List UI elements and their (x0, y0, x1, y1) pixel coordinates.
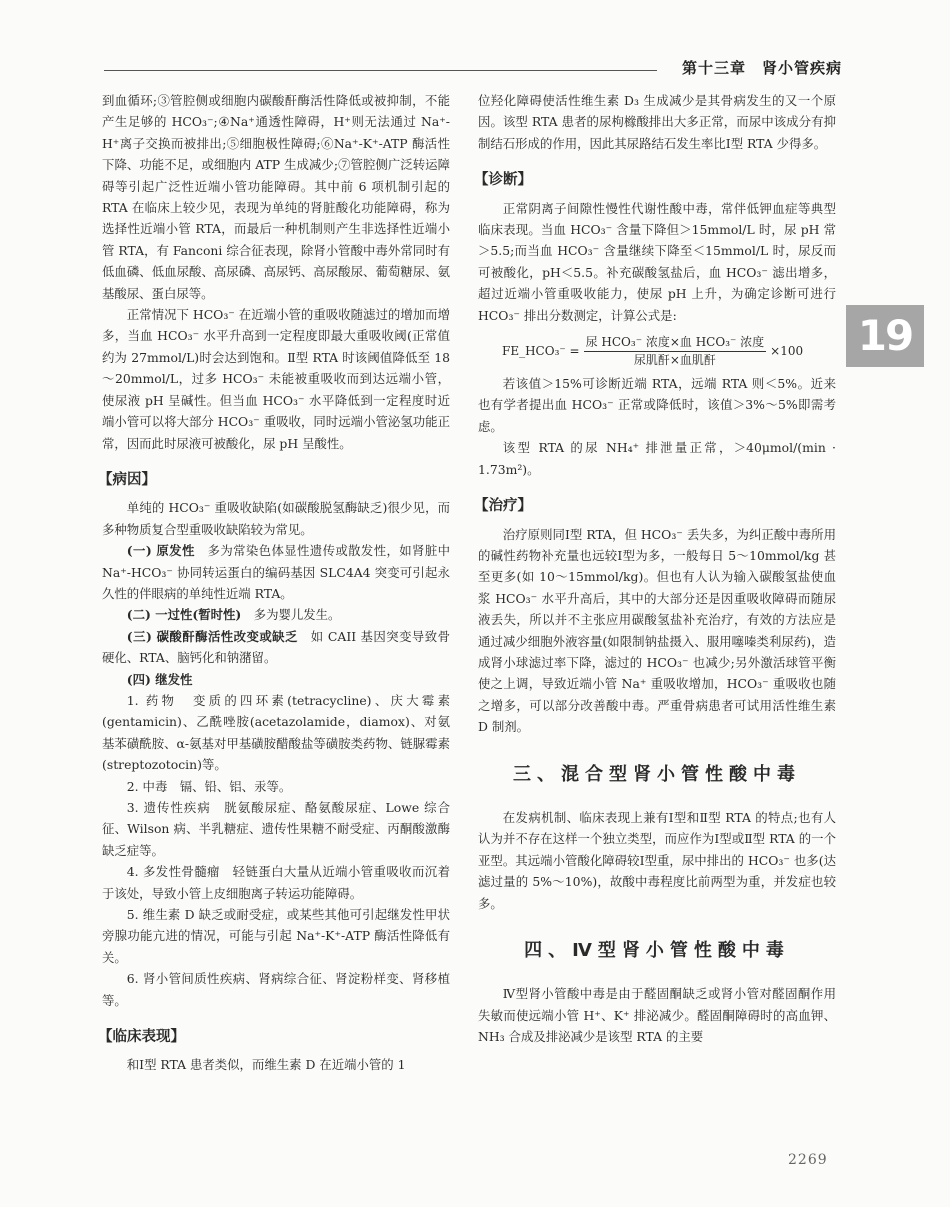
list-item: 2. 中毒 镉、铅、铝、汞等。 (126, 778, 292, 794)
paragraph-type4: Ⅳ型肾小管酸中毒是由于醛固酮缺乏或肾小管对醛固酮作用失敏而使远端小管 H⁺、K⁺ 排泌减少。醛固酮障碍时的高血钾、NH₃ 合成及排泌减少是该型 RTA 的主要 (478, 986, 836, 1045)
paragraph-diagnosis-2: 若该值＞15%可诊断近端 RTA，远端 RTA 则＜5%。近来也有学者提出血 HCO₃⁻ 正常或降低时，该值＞3%～5%即需考虑。 (478, 376, 836, 434)
section-title-mixed: 三、混合型肾小管性酸中毒 (513, 763, 801, 785)
section-title-type4: 四、Ⅳ型肾小管性酸中毒 (524, 940, 790, 961)
subsection-transient (102, 604, 450, 625)
formula-denominator: 尿肌酐×血肌酐 (633, 353, 716, 368)
page-number: 2269 (788, 1152, 828, 1168)
heading-clinical: 【临床表现】 (98, 1029, 185, 1046)
paragraph-normal: 正常情况下 HCO₃⁻ 在近端小管的重吸收随滤过的增加而增多，当血 HCO₃⁻ 水平升高到一定程度即最大重吸收阈(正常值约为 27mmol/L)时会达到饱和。Ⅱ型 RTA 时该阈值降低至 18～20mmol/L，过多 HCO₃⁻ 未能被重吸收而到达远端小管，使尿液 pH 呈碱性。但当血 HCO₃⁻ 水平降低到一定程度时近端小管可以将大部分 HCO₃⁻ 重吸收，同时远端小管泌氢功能正常，因而此时尿液可被酸化，尿 pH 呈酸性。 (102, 307, 450, 451)
list-item: 4. 多发性骨髓瘤 轻链蛋白大量从近端小管重吸收而沉着于该处，导致小管上皮细胞离子转运功能障碍。 (102, 864, 450, 901)
header-rule (104, 70, 657, 71)
subsection-label: (一) 原发性 (126, 543, 195, 559)
left-column (98, 90, 450, 1076)
list-item: 5. 维生素 D 缺乏或耐受症，或某些其他可引起继发性甲状旁腺功能亢进的情况，可能与引起 Na⁺-K⁺-ATP 酶活性降低有关。 (102, 907, 450, 965)
chapter-title: 第十三章 肾小管疾病 (681, 59, 842, 77)
formula-multiplier: ×100 (770, 344, 804, 359)
subsection-text: 多为婴儿发生。 (241, 607, 341, 623)
subsection-secondary: (四) 继发性 (126, 671, 193, 687)
formula-numerator: 尿 HCO₃⁻ 浓度×血 HCO₃⁻ 浓度 (584, 334, 767, 352)
list-item: 3. 遗传性疾病 胱氨酸尿症、酪氨酸尿症、Lowe 综合征、Wilson 病、半乳糖症、遗传性果糖不耐受症、丙酮酸激酶缺乏症等。 (102, 800, 450, 858)
heading-etiology: 【病因】 (98, 471, 156, 488)
subsection-label: (三) 碳酸酐酶活性改变或缺乏 (126, 628, 298, 644)
paragraph-treatment: 治疗原则同Ⅰ型 RTA，但 HCO₃⁻ 丢失多，为纠正酸中毒所用的碱性药物补充量也远较Ⅰ型为多，一般每日 5～10mmol/kg 甚至更多(如 10～15mmol/kg)。但也有人认为输入碳酸氢盐使血浆 HCO₃⁻ 水平升高后，其中的大部分还是因重吸收障碍而随尿液丢失，所以并不主张应用碳酸氢盐补充治疗，有效的方法应是通过减少细胞外液容量(如限制钠盐摄入、服用噻嗪类利尿药)，造成肾小球滤过率下降，滤过的 HCO₃⁻ 也减少;另外激活球管平衡使之上调，导致近端小管 Na⁺ 重吸收增加，HCO₃⁻ 重吸收也随之增多，可以部分改善酸中毒。严重骨病患者可试用活性维生素 D 制剂。 (478, 526, 836, 735)
list-item: 1. 药物 变质的四环素(tetracycline)、庆大霉素(gentamicin)、乙酰唑胺(acetazolamide，diamox)、对氨基苯磺酰胺、α-氨基对甲基磺胺醋酸盐等磺胺类药物、链脲霉素(streptozotocin)等。 (102, 692, 450, 773)
paragraph-intro: 到血循环;③管腔侧或细胞内碳酸酐酶活性降低或被抑制，不能产生足够的 HCO₃⁻;④Na⁺通透性障碍，H⁺则无法通过 Na⁺-H⁺离子交换而被排出;⑤细胞极性障碍;⑥Na⁺-K⁺-ATP 酶活性下降、功能不足，或细胞内 ATP 生成减少;⑦管腔侧广泛转运障碍等引起广泛性近端小管功能障碍。其中前 6 项机制引起的 RTA 在临床上较少见，表现为单纯的肾脏酸化功能障碍，称为选择性近端小管 RTA，而最后一种机制则产生非选择性近端小管 RTA，有 Fanconi 综合征表现，除肾小管酸中毒外常同时有低血磷、低血尿酸、高尿磷、高尿钙、高尿酸尿、葡萄糖尿、氨基酸尿、蛋白尿等。 (102, 93, 450, 301)
running-header (84, 52, 842, 82)
right-column (474, 90, 836, 1048)
chapter-tab: 19 (846, 305, 924, 367)
fe-hco3-formula (502, 334, 836, 369)
paragraph-etiology: 单纯的 HCO₃⁻ 重吸收缺陷(如碳酸脱氢酶缺乏)很少见，而多种物质复合型重吸收缺陷较为常见。 (102, 500, 450, 537)
subsection-primary (102, 540, 450, 604)
list-item: 6. 肾小管间质性疾病、肾病综合征、肾淀粉样变、肾移植等。 (102, 971, 450, 1008)
paragraph-continuation: 位羟化障碍使活性维生素 D₃ 生成减少是其骨病发生的又一个原因。该型 RTA 患者的尿枸橼酸排出大多正常，而尿中该成分有抑制结石形成的作用，因此其尿路结石发生率比Ⅰ型 RTA 少得多。 (478, 93, 836, 151)
heading-diagnosis: 【诊断】 (474, 172, 532, 189)
subsection-label: (二) 一过性(暂时性) (126, 607, 242, 623)
paragraph-clinical: 和Ⅰ型 RTA 患者类似，而维生素 D 在近端小管的 1 (126, 1057, 406, 1073)
heading-treatment: 【治疗】 (474, 498, 532, 515)
formula-lhs: FE_HCO₃⁻ = (502, 344, 580, 359)
paragraph-diagnosis-3: 该型 RTA 的尿 NH₄⁺ 排泄量正常，＞40μmol/(min · 1.73m²)。 (478, 440, 836, 477)
paragraph-diagnosis: 正常阴离子间隙性慢性代谢性酸中毒，常伴低钾血症等典型临床表现。当血 HCO₃⁻ 含量下降但＞15mmol/L 时，尿 pH 常＞5.5;而当血 HCO₃⁻ 含量继续下降至＜15mmol/L 时，尿反而可被酸化，pH＜5.5。补充碳酸氢盐后，血 HCO₃⁻ 滤出增多，超过近端小管重吸收能力，使尿 pH 上升，为确定诊断可进行 HCO₃⁻ 排出分数测定，计算公式是: (478, 200, 836, 323)
formula-fraction (584, 334, 767, 369)
paragraph-mixed: 在发病机制、临床表现上兼有Ⅰ型和Ⅱ型 RTA 的特点;也有人认为并不存在这样一个独立类型，而应作为Ⅰ型或Ⅱ型 RTA 的一个亚型。其远端小管酸化障碍较Ⅰ型重，尿中排出的 HCO₃⁻ 也多(达滤过量的 5%～10%)，故酸中毒程度比前两型为重，并发症也较多。 (478, 809, 836, 911)
subsection-carbonic-anhydrase (102, 626, 450, 669)
subsection-text: 多为常染色体显性遗传或散发性，如肾脏中 Na⁺-HCO₃⁻ 协同转运蛋白的编码基因 SLC4A4 突变可引起永久性的伴眼病的单纯性近端 RTA。 (102, 543, 450, 601)
subsection-text: 如 CAII 基因突变导致骨硬化、RTA、脑钙化和钠潴留。 (102, 628, 450, 666)
